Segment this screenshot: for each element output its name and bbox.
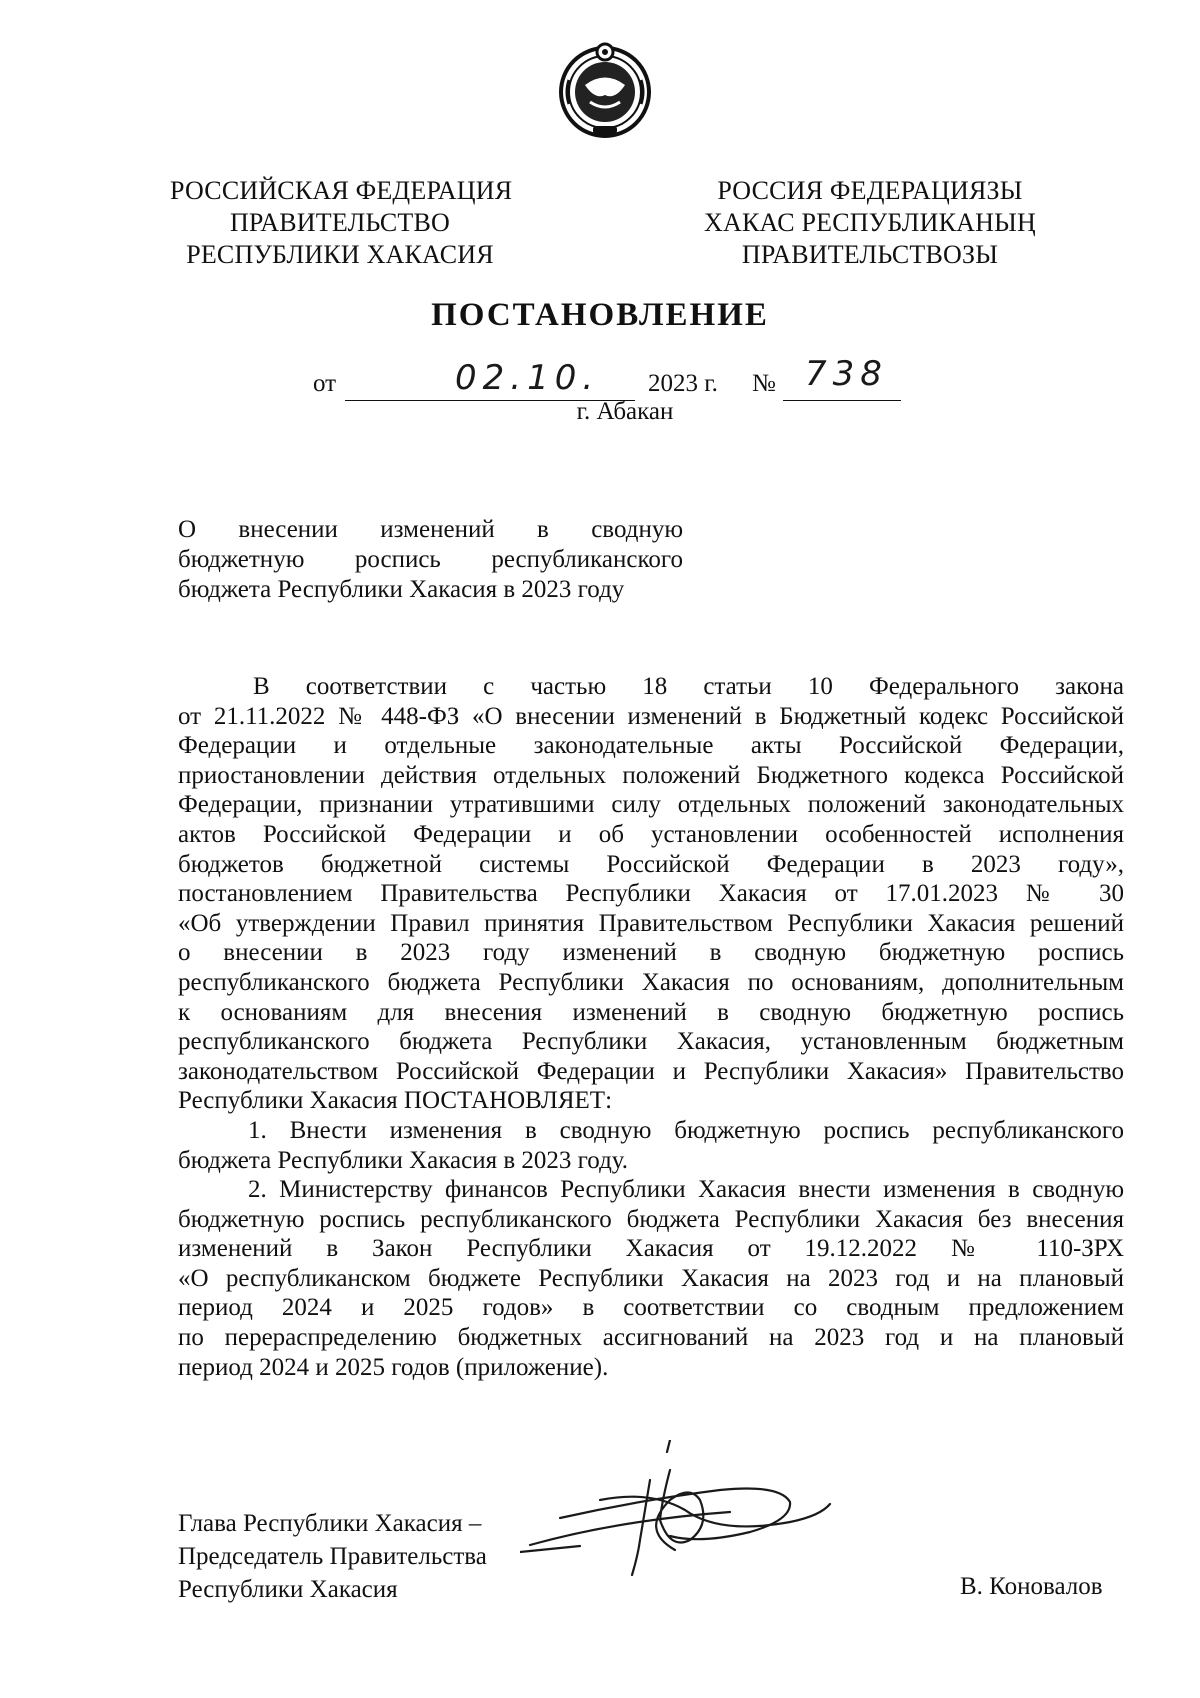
body-line: бюджетов бюджетной системы Российской Федерации в 2023 году», <box>178 850 1124 878</box>
subject-line: О внесении изменений в сводную <box>178 516 683 543</box>
header-left-line: РОССИЙСКАЯ ФЕДЕРАЦИЯ <box>170 176 513 205</box>
number-handwritten: 738 <box>805 354 888 394</box>
body-line: от 21.11.2022 № 448-ФЗ «О внесении изменений в Бюджетный кодекс Российской <box>178 702 1124 730</box>
body-line: «О республиканском бюджете Республики Хакасия на 2023 год и на плановый <box>178 1264 1124 1292</box>
body-line: Федерации, признании утратившими силу отдельных положений законодательных <box>178 791 1124 819</box>
year-label: 2023 г. <box>648 370 718 397</box>
body-line: законодательством Российской Федерации и Республики Хакасия» Правительство <box>178 1057 1124 1085</box>
signatory-title <box>178 1507 487 1606</box>
subject-line: бюджетную роспись республиканского <box>178 546 683 573</box>
body-line: Федерации и отдельные законодательные акты Российской Федерации, <box>178 732 1124 760</box>
body-line: постановлением Правительства Республики Хакасия от 17.01.2023 № 30 <box>178 880 1124 908</box>
body-line: республиканского бюджета Республики Хакасия, установленным бюджетным <box>178 1028 1124 1056</box>
body-line: приостановлении действия отдельных положений Бюджетного кодекса Российской <box>178 761 1124 789</box>
header-left-block <box>170 175 513 271</box>
body-line: период 2024 и 2025 годов» в соответствии со сводным предложением <box>178 1294 1124 1322</box>
document-title: ПОСТАНОВЛЕНИЕ <box>431 297 769 333</box>
number-sign: № <box>752 370 776 397</box>
signatory-title-line: Глава Республики Хакасия – <box>178 1510 482 1537</box>
city: г. Абакан <box>576 398 674 425</box>
body-line: период 2024 и 2025 годов (приложение). <box>178 1353 609 1381</box>
body-line: В соответствии с частью 18 статьи 10 Федерального закона <box>253 673 1124 700</box>
body-line: к основаниям для внесения изменений в сводную бюджетную роспись <box>178 998 1124 1026</box>
header-right-block <box>680 175 1060 271</box>
header-right-line: ХАКАС РЕСПУБЛИКАНЫҢ <box>704 208 1036 237</box>
header-left-line: РЕСПУБЛИКИ ХАКАСИЯ <box>186 240 494 269</box>
handwritten-signature <box>520 1440 880 1580</box>
header-left-line: ПРАВИТЕЛЬСТВО <box>229 208 451 237</box>
body-line: изменений в Закон Республики Хакасия от 19.12.2022 № 110-ЗРХ <box>178 1235 1124 1263</box>
subject-line: бюджета Республики Хакасия в 2023 году <box>178 576 625 603</box>
subject-block <box>178 515 683 605</box>
date-number-line <box>0 354 1200 400</box>
body-line: актов Российской Федерации и об установлении особенностей исполнения <box>178 820 1124 848</box>
body-line: бюджетную роспись республиканского бюджета Республики Хакасия без внесения <box>178 1205 1124 1233</box>
body-line: Республики Хакасия ПОСТАНОВЛЯЕТ: <box>178 1087 613 1115</box>
header-right-line: РОССИЯ ФЕДЕРАЦИЯЗЫ <box>717 176 1023 205</box>
date-prefix: от <box>313 370 337 397</box>
date-handwritten: 02.10. <box>455 358 600 398</box>
body-line: республиканского бюджета Республики Хакасия по основаниям, дополнительным <box>178 968 1124 996</box>
signatory-title-line: Республики Хакасия <box>178 1576 398 1603</box>
signatory-title-line: Председатель Правительства <box>178 1543 487 1570</box>
body-text <box>178 672 1124 1382</box>
header-right-line: ПРАВИТЕЛЬСТВОЗЫ <box>741 240 999 269</box>
body-line: 1. Внести изменения в сводную бюджетную роспись республиканского <box>248 1116 1124 1144</box>
body-line: 2. Министерству финансов Республики Хакасия внести изменения в сводную <box>248 1176 1124 1204</box>
body-line: о внесении в 2023 году изменений в сводную бюджетную роспись <box>178 939 1124 967</box>
body-line: по перераспределению бюджетных ассигнований на 2023 год и на плановый <box>178 1324 1124 1352</box>
body-line: «Об утверждении Правил принятия Правительством Республики Хакасия решений <box>178 909 1124 937</box>
coat-of-arms-emblem <box>555 40 655 140</box>
signatory-name: В. Коновалов <box>960 1573 1103 1600</box>
body-line: бюджета Республики Хакасия в 2023 году. <box>178 1146 629 1174</box>
